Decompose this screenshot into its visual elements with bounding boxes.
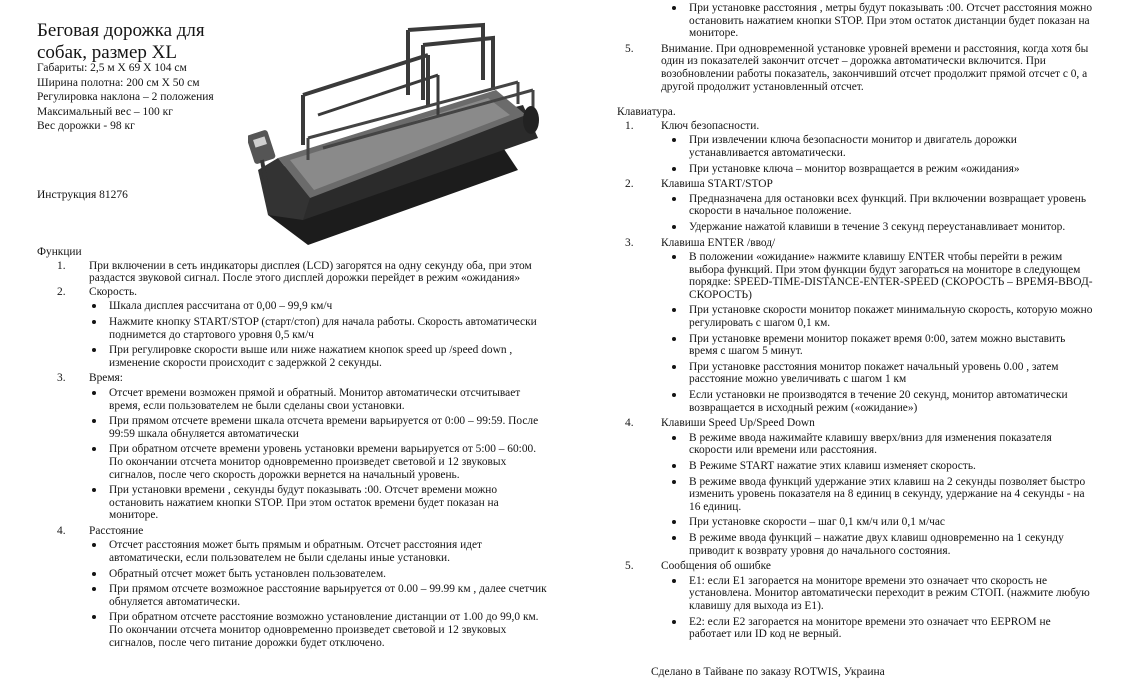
- bullet-item: В режиме ввода функций – нажатие двух клавиш одновременно на 1 секунду приводит к возврату уровня до начального состояния.: [659, 532, 1095, 557]
- bullet-item: Если установки не производятся в течение 20 секунд, монитор автоматически возвращается в исходный режим («ожидание»): [659, 389, 1095, 414]
- bullet-item: При установке расстояния , метры будут показывать :00. Отсчет расстояния можно остановить нажатием кнопки STOP. При этом остаток дистанции будет показан на мониторе.: [659, 2, 1095, 40]
- bullet-icon: [92, 543, 96, 547]
- specs-list: [37, 61, 214, 134]
- bullet-icon: [92, 304, 96, 308]
- item-number: 5.: [625, 42, 634, 55]
- bullet-item: При прямом отсчете возможное расстояние варьируется от 0.00 – 99.99 км , далее счетчик обнуляется автоматически.: [89, 583, 547, 608]
- bullet-icon: [672, 255, 676, 259]
- bullet-icon: [672, 536, 676, 540]
- list-item: [37, 260, 547, 285]
- bullet-item: При установки времени , секунды будут показывать :00. Отсчет времени можно остановить нажатием кнопки STOP. При этом остаток времени будет показан на мониторе.: [89, 484, 547, 522]
- item-text: Внимание. При одновременной установке уровней времени и расстояния, когда хотя бы один из показателей закончит отсчет – дорожка автоматически включится. При возобновлении работы показатель, закончивший отсчет продолжит прямой отсчет с 0, а другой продолжит установленный отсчет.: [661, 42, 1089, 93]
- bullet-icon: [92, 391, 96, 395]
- bullet-item: При установке времени монитор покажет время 0:00, затем можно выставить время с шагом 5 минут.: [659, 333, 1095, 358]
- bullet-item: Предназначена для остановки всех функций. При включении возвращает уровень скорости в начальное положение.: [659, 193, 1095, 218]
- bullet-item: При установке скорости монитор покажет минимальную скорость, которую можно регулировать с шагом 0,1 км.: [659, 304, 1095, 329]
- bullet-item: При регулировке скорости выше или ниже нажатием кнопок speed up /speed down , изменение скорости происходит с задержкой 2 секунды.: [89, 344, 547, 369]
- bullet-icon: [672, 138, 676, 142]
- bullet-icon: [672, 308, 676, 312]
- item-text: Расстояние: [89, 524, 144, 537]
- list-item: [617, 178, 1095, 191]
- bullet-item: Обратный отсчет может быть установлен пользователем.: [89, 568, 547, 581]
- spec-max-weight: Максимальный вес – 100 кг: [37, 105, 173, 118]
- spec-incline: Регулировка наклона – 2 положения: [37, 91, 214, 103]
- bullet-icon: [672, 6, 676, 10]
- spec-weight: Вес дорожки - 98 кг: [37, 120, 135, 132]
- bullet-item: В режиме ввода нажимайте клавишу вверх/вниз для изменения показателя скорости или времени или расстояния.: [659, 432, 1095, 457]
- bullet-item: В положении «ожидание» нажмите клавишу ENTER чтобы перейти в режим выбора функций. При этом функции будут загораться на мониторе в следующем порядке: SPEED-TIME-DISTANCE-ENTER-SPEED (СКОРОСТЬ – ВРЕМЯ-ВВОД-СКОРОСТЬ): [659, 251, 1095, 301]
- item-number: 1.: [57, 259, 66, 272]
- spec-dimensions: Габариты: 2,5 м X 69 X 104 см: [37, 62, 187, 74]
- bullet-item: E1: если E1 загорается на мониторе времени это означает что скорость не установлена. Монитор автоматически переходит в режим СТОП. (нажмите любую клавишу для выхода из E1).: [659, 575, 1095, 613]
- bullet-icon: [92, 447, 96, 451]
- item-number: 4.: [625, 417, 634, 430]
- bullet-item: При обратном отсчете времени уровень установки времени варьируется от 5:00 – 60:00. По окончании отсчета монитор одновременно произведет световой и 12 звуковых сигналов, после чего скорость дорожки вернется на начальный уровень.: [89, 443, 547, 481]
- bullet-icon: [672, 464, 676, 468]
- list-item: [37, 372, 547, 522]
- bullet-icon: [92, 320, 96, 324]
- functions-section: [37, 246, 547, 652]
- treadmill-image: [248, 20, 548, 246]
- bullet-icon: [672, 365, 676, 369]
- item-number: 1.: [625, 119, 634, 132]
- bullet-icon: [92, 419, 96, 423]
- bullet-item: При установке расстояния монитор покажет начальный уровень 0.00 , затем расстояние можно увеличивать с шагом 1 км: [659, 361, 1095, 386]
- bullet-icon: [92, 615, 96, 619]
- bullet-item: Отсчет времени возможен прямой и обратный. Монитор автоматически отсчитывает время, если пользователем не были сделаны свои установки.: [89, 387, 547, 412]
- bullet-item: При установке ключа – монитор возвращается в режим «ожидания»: [659, 163, 1095, 176]
- list-item: [37, 525, 547, 649]
- bullet-list: [617, 432, 1095, 557]
- bullet-item: Нажмите кнопку START/STOP (старт/стоп) для начала работы. Скорость автоматически поднимется до стартового уровня 0,5 км/ч: [89, 316, 547, 341]
- bullet-item: Шкала дисплея рассчитана от 0,00 – 99,9 км/ч: [89, 300, 547, 313]
- item-number: 4.: [57, 524, 66, 537]
- bullet-list: [89, 387, 547, 522]
- bullet-icon: [672, 436, 676, 440]
- item-number: 3.: [57, 372, 66, 385]
- item-text: При включении в сеть индикаторы дисплея (LCD) загорятся на одну секунду оба, при этом раздастся звуковой сигнал. После этого дисплей дорожки перейдет в режим «ожидания»: [89, 259, 532, 285]
- bullet-item: При установке скорости – шаг 0,1 км/ч или 0,1 м/час: [659, 516, 1095, 529]
- bullet-icon: [672, 620, 676, 624]
- bullet-item: В Режиме START нажатие этих клавиш изменяет скорость.: [659, 460, 1095, 473]
- bullet-list: [617, 193, 1095, 234]
- bullet-icon: [672, 197, 676, 201]
- list-item: [617, 237, 1095, 250]
- list-item: [37, 286, 547, 370]
- item-text: Время:: [89, 372, 123, 385]
- bullet-icon: [672, 337, 676, 341]
- bullet-list: [617, 251, 1095, 414]
- item-number: 2.: [57, 285, 66, 298]
- bullet-item: Отсчет расстояния может быть прямым и обратным. Отсчет расстояния идет автоматически, если пользователем не были сделаны иные установки.: [89, 539, 547, 564]
- bullet-icon: [92, 348, 96, 352]
- bullet-list: [617, 575, 1095, 641]
- bullet-list: [89, 300, 547, 369]
- bullet-item: E2: если E2 загорается на мониторе времени это означает что EEPROM не работает или ID код не верный.: [659, 616, 1095, 641]
- item-number: 3.: [625, 236, 634, 249]
- bullet-icon: [672, 393, 676, 397]
- bullet-icon: [672, 480, 676, 484]
- keyboard-section: [617, 0, 1095, 644]
- footer-note: Сделано в Тайване по заказу ROTWIS, Украина: [651, 666, 885, 678]
- item-text: Сообщения об ошибке: [661, 560, 771, 573]
- list-item: [617, 43, 1095, 93]
- item-text: Клавиша ENTER /ввод/: [661, 236, 776, 249]
- bullet-list: [617, 2, 1095, 40]
- list-item: [617, 560, 1095, 573]
- bullet-item: При извлечении ключа безопасности монитор и двигатель дорожки устанавливается автоматически.: [659, 134, 1095, 159]
- bullet-item: В режиме ввода функций удержание этих клавиш на 2 секунды позволяет быстро изменить уровень показателя на 8 единиц в секунду, удержание на 4 секунды - на 16 единиц.: [659, 476, 1095, 514]
- bullet-item: При прямом отсчете времени шкала отсчета времени варьируется от 0:00 – 99:59. После 99:59 шкала обнуляется автоматически: [89, 415, 547, 440]
- item-text: Клавиша START/STOP: [661, 178, 773, 191]
- item-number: 5.: [625, 560, 634, 573]
- bullet-icon: [672, 579, 676, 583]
- item-text: Клавиши Speed Up/Speed Down: [661, 417, 815, 430]
- spec-belt-width: Ширина полотна: 200 см X 50 см: [37, 76, 200, 89]
- bullet-icon: [92, 572, 96, 576]
- bullet-list: [617, 134, 1095, 175]
- list-item: [617, 417, 1095, 430]
- bullet-icon: [92, 488, 96, 492]
- bullet-icon: [92, 587, 96, 591]
- item-text: Скорость.: [89, 285, 137, 298]
- bullet-icon: [672, 167, 676, 171]
- bullet-item: Удержание нажатой клавиши в течение 3 секунд переустанавливает монитор.: [659, 221, 1095, 234]
- functions-heading: Функции: [37, 246, 82, 258]
- bullet-icon: [672, 520, 676, 524]
- page-title: Беговая дорожка для собак, размер XL: [37, 20, 205, 63]
- instruction-number: Инструкция 81276: [37, 189, 128, 201]
- item-number: 2.: [625, 178, 634, 191]
- keyboard-heading: Клавиатура.: [617, 106, 676, 119]
- bullet-icon: [672, 225, 676, 229]
- bullet-item: При обратном отсчете расстояние возможно установление дистанции от 1.00 до 99,0 км. По окончании отсчета монитор одновременно произведет световой и 12 звуковых сигналов, после чего питание дорожки будет отключено.: [89, 611, 547, 649]
- list-item: [617, 120, 1095, 133]
- bullet-list: [89, 539, 547, 649]
- item-text: Ключ безопасности.: [661, 119, 760, 132]
